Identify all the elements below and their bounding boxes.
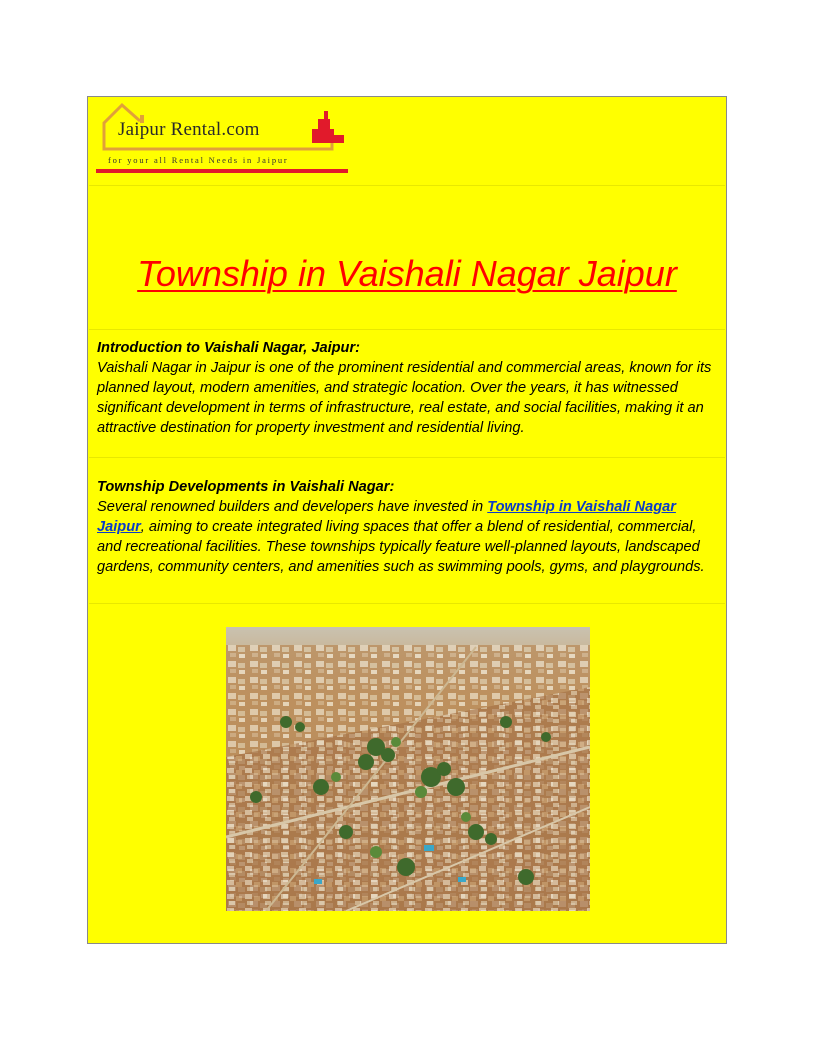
intro-section	[97, 338, 719, 438]
township-section	[97, 477, 719, 577]
township-body-start: Several renowned builders and developers have invested in	[97, 499, 488, 515]
logo-name: Jaipur Rental.com	[118, 119, 260, 140]
table-rule	[89, 603, 725, 604]
table-rule	[89, 457, 725, 458]
aerial-photo	[226, 627, 590, 911]
aerial-city-image	[226, 627, 590, 911]
page-title: Township in Vaishali Nagar Jaipur	[137, 253, 677, 294]
table-rule	[89, 185, 725, 186]
intro-body: Vaishali Nagar in Jaipur is one of the prominent residential and commercial areas, known for its planned layout, modern amenities, and strategic location. Over the years, it has witnessed significant development in terms of infrastructure, real estate, and social facilities, making it an attractive destination for property investment and residential living.	[97, 360, 712, 436]
township-body-end: , aiming to create integrated living spaces that offer a blend of residential, commercial, and recreational facilities. These townships typically feature well-planned layouts, landscaped gardens, community centers, and amenities such as swimming pools, gyms, and playgrounds.	[97, 519, 705, 575]
intro-heading: Introduction to Vaishali Nagar, Jaipur:	[97, 340, 360, 356]
township-link[interactable]: Township in Vaishali Nagar Jaipur	[97, 499, 676, 535]
logo-underline	[96, 169, 348, 173]
township-heading: Township Developments in Vaishali Nagar:	[97, 479, 395, 495]
site-logo	[96, 101, 350, 173]
document-page	[87, 96, 727, 944]
table-rule	[89, 329, 725, 330]
logo-tagline: for your all Rental Needs in Jaipur	[108, 155, 289, 165]
